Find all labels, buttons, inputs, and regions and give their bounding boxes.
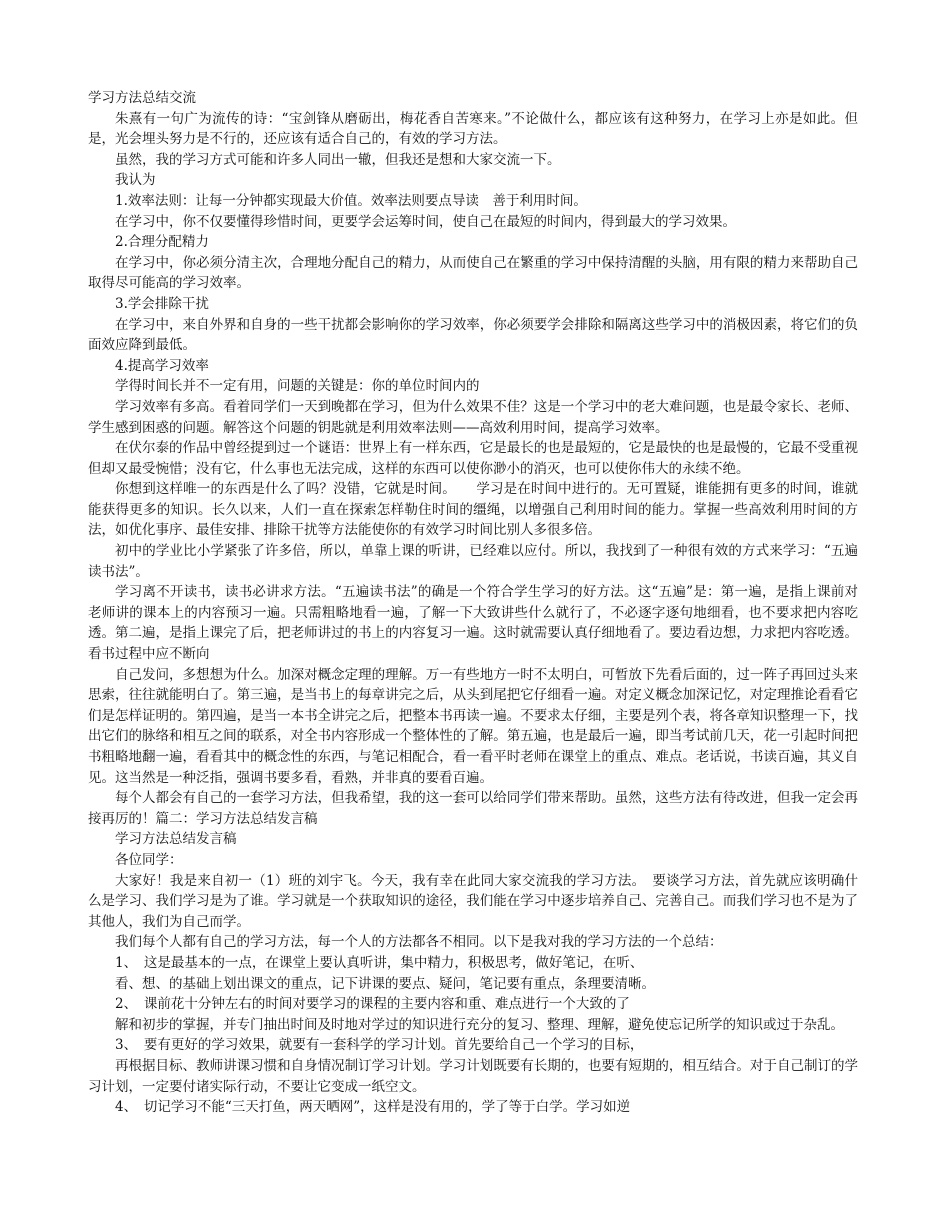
list-item: 1、 这是最基本的一点，在课堂上要认真听讲，集中精力，积极思考，做好笔记，在听、 <box>115 954 644 971</box>
list-item: 3、 要有更好的学习效果，就要有一套科学的学习计划。首先要给自己一个学习的目标， <box>115 1037 644 1054</box>
paragraph: 看、想、的基础上划出课文的重点，记下讲课的要点、疑问，笔记要有重点，条理要清晰。 <box>115 975 655 992</box>
paragraph: 在伏尔泰的作品中曾经提到过一个谜语：世界上有一样东西，它是最长的也是最短的，它是最快的也是最慢的，它最不受重视但却又最受惋惜；没有它，什么事也无法完成，这样的东西可以使你渺小的消灭，也可以使你伟大的永续不绝。 <box>88 440 858 477</box>
paragraph: 我们每个人都有自己的学习方法，每一个人的方法都各不相同。以下是我对我的学习方法的一个总结： <box>115 934 723 951</box>
list-item: 4、 切记学习不能“三天打鱼，两天晒网”，这样是没有用的，学了等于白学。学习如逆 <box>115 1099 631 1116</box>
paragraph: 学得时间长并不一定有用，问题的关键是：你的单位时间内的 <box>115 378 480 395</box>
paragraph: 学习效率有多高。看着同学们一天到晚都在学习，但为什么效果不佳？这是一个学习中的老大难问题，也是最令家长、老师、学生感到困惑的问题。解答这个问题的钥匙就是利用效率法则——高效利用时间，提高学习效率。 <box>88 398 858 436</box>
document-title: 学习方法总结交流 <box>88 90 196 106</box>
paragraph: 在学习中，你必须分清主次，合理地分配自己的精力，从而使自己在繁重的学习中保持清醒的头脑，用有限的精力来帮助自己取得尽可能高的学习效率。 <box>88 254 858 292</box>
paragraph: 大家好！我是来自初一（1）班的刘宇飞。今天，我有幸在此同大家交流我的学习方法。 要谈学习方法，首先就应该明确什么是学习、我们学习是为了谁。学习就是一个获取知识的途径，我们能在学习中逐步培养自己、完善自己。而我们学习也不是为了其他人，我们为自己而学。 <box>88 872 858 930</box>
paragraph: 我认为 <box>115 172 156 189</box>
paragraph: 在学习中，来自外界和自身的一些干扰都会影响你的学习效率，你必须要学会排除和隔离这些学习中的消极因素，将它们的负面效应降到最低。 <box>88 316 858 354</box>
section-heading: 4.提高学习效率 <box>115 357 209 374</box>
paragraph: 再根据目标、教师讲课习惯和自身情况制订学习计划。学习计划既要有长期的，也要有短期的，相互结合。对于自己制订的学习计划，一定要付诸实际行动，不要让它变成一纸空文。 <box>88 1057 858 1095</box>
paragraph: 虽然，我的学习方式可能和许多人同出一辙，但我还是想和大家交流一下。 <box>115 151 561 168</box>
paragraph: 自己发问，多想想为什么。加深对概念定理的理解。万一有些地方一时不太明白，可暂放下先看后面的，过一阵子再回过头来思索，往往就能明白了。第三遍，是当书上的每章讲完之后，从头到尾把它仔细看一遍。对定义概念加深记忆，对定理推论看看它们是怎样证明的。第四遍，是当一本书全讲完之后，把整本书再读一遍。不要求太仔细，主要是列个表，将各章知识整理一下，找出它们的脉络和相互之间的联系，对全书内容形成一个整体性的了解。第五遍，也是最后一遍，即当考试前几天，花一引起时间把书粗略地翻一遍，看看其中的概念性的东西，与笔记相配合，看一看平时老师在课堂上的重点、难点。老话说，书读百遍，其义自见。这当然是一种泛指，强调书要多看，看熟，并非真的要看百遍。 <box>88 666 858 786</box>
section-heading: 2.合理分配精力 <box>115 234 209 251</box>
section-title: 学习方法总结发言稿 <box>115 831 237 848</box>
paragraph: 解和初步的掌握，并专门抽出时间及时地对学过的知识进行充分的复习、整理、理解，避免使忘记所学的知识或过于杂乱。 <box>115 1016 844 1033</box>
section-heading: 3.学会排除干扰 <box>115 295 209 312</box>
paragraph: 学习离不开读书，读书必讲求方法。“五遍读书法”的确是一个符合学生学习的好方法。这“五遍”是：第一遍，是指上课前对老师讲的课本上的内容预习一遍。只需粗略地看一遍，了解一下大致讲些什么就行了，不必逐字逐句地细看，也不要求把内容吃透。第二遍，是指上课完了后，把老师讲过的书上的内容复习一遍。这时就需要认真仔细地看了。要边看边想，力求把内容吃透。看书过程中应不断向 <box>88 584 858 663</box>
paragraph: 1.效率法则：让每一分钟都实现最大价值。效率法则要点导读 善于利用时间。 <box>115 192 587 209</box>
paragraph: 初中的学业比小学紧张了许多倍，所以，单靠上课的听讲，已经难以应付。所以，我找到了一种很有效的方式来学习：“五遍读书法”。 <box>88 543 858 580</box>
salutation: 各位同学： <box>115 851 183 868</box>
paragraph: 每个人都会有自己的一套学习方法，但我希望，我的这一套可以给同学们带来帮助。虽然，这些方法有待改进，但我一定会再接再厉的！篇二：学习方法总结发言稿 <box>88 790 858 827</box>
paragraph: 朱熹有一句广为流传的诗：“宝剑锋从磨砺出，梅花香自苦寒来。”不论做什么，都应该有这种努力，在学习上亦是如此。但是，光会埋头努力是不行的，还应该有适合自己的，有效的学习方法。 <box>88 110 858 148</box>
paragraph: 在学习中，你不仅要懂得珍惜时间，更要学会运筹时间，使自己在最短的时间内，得到最大的学习效果。 <box>115 213 736 230</box>
paragraph: 你想到这样唯一的东西是什么了吗？没错，它就是时间。 学习是在时间中进行的。无可置疑，谁能拥有更多的时间，谁就能获得更多的知识。长久以来，人们一直在探索怎样勒住时间的缰绳，以增强自己利用时间的能力。掌握一些高效利用时间的方法，如优化事序、最佳安排、排除干扰等方法能使你的有效学习时间比别人多很多倍。 <box>88 481 858 539</box>
list-item: 2、 课前花十分钟左右的时间对要学习的课程的主要内容和重、难点进行一个大致的了 <box>115 996 630 1013</box>
